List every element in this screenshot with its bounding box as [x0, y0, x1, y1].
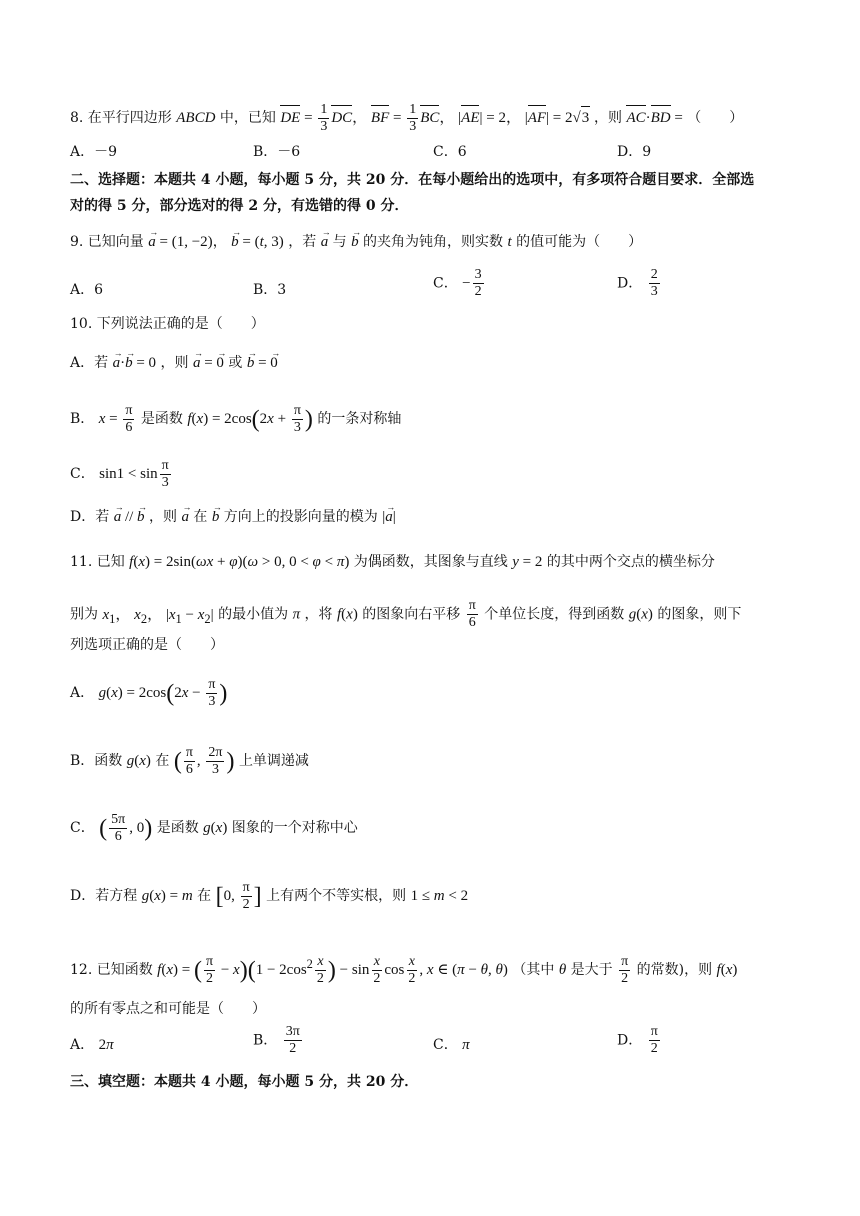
q11-l2d: 的图象向右平移: [362, 606, 461, 623]
q9-b: ，若: [288, 234, 317, 250]
q10-b-label: B．: [70, 410, 95, 427]
q10-b-end: 的一条对称轴: [317, 410, 402, 427]
question-11-stem: 11. 已知 f(x) = 2sin(ωx + φ)(ω > 0, 0 < φ < π) 为偶函数，其图象与直线 y = 2 的其中两个交点的横坐标分: [70, 554, 715, 570]
q11-l2a: 别为: [70, 606, 98, 623]
q11-d-mid: 在: [197, 887, 212, 904]
question-12-stem: 12. 已知函数 f(x) = ( $\frac{\pi}{2}$ − $x)(1 - 2\cos^2$ $\frac{x}{2}$ ) − sin $\frac{x}{2}$ cos $\frac{x}{2}$ , x ∈ (π − θ, θ) （其中 θ 是大于 $\frac{\pi}{2}$ 的常数)，则 f(x): [70, 953, 738, 987]
q9-a: 9. 已知向量: [70, 234, 144, 250]
question-9-stem: 9. 已知向量 a → = (1, −2)， b → = (t, 3) ，若 a → 与 b → 的夹角为钝角，则实数 t 的值可能为（ ）: [70, 231, 642, 253]
q10-d-mid: ，则: [148, 509, 177, 525]
q10-a-label: A．若: [70, 355, 109, 371]
q11-option-b: B．函数 g(x) 在 ( $\frac{\pi}{6}$ , $\frac{2\pi}{3}$ ) 上单调递减: [70, 745, 309, 777]
q8-option-c: C．6: [433, 144, 467, 160]
q11-option-c: C． ( $\frac{5\pi}{6}$ , 0) 是函数 g(x) 图象的一个对称中心: [70, 812, 358, 844]
q9-c-label: C．: [433, 275, 458, 292]
q9-option-a: A．6: [70, 282, 104, 298]
q12-d-label: D．: [617, 1032, 643, 1049]
q11-c-end: 是函数: [156, 819, 199, 836]
q8-option-b: B．－6: [253, 144, 301, 160]
q8-prefix: 8. 在平行四边形: [70, 109, 172, 126]
q11-d-label: D．若方程: [70, 887, 138, 904]
q12-line2-text: 的所有零点之和可能是（ ）: [70, 1001, 266, 1017]
q12-c-label: C．: [433, 1037, 458, 1053]
q11-option-d: D．若方程 g(x) = m 在 [0, $\frac{\pi}{2}$ ] 上有两个不等实根，则 1 ≤ m < 2: [70, 880, 469, 912]
question-11-line3: 列选项正确的是（ ）: [70, 637, 224, 653]
q11-a-label: A．: [70, 684, 95, 701]
q12-option-b: B． $\frac{3\pi}{2}$: [253, 1024, 300, 1056]
section-2-heading-line2: 对的得 5 分，部分选对的得 2 分，有选错的得 0 分．: [70, 198, 409, 214]
q8-formula: DE = $\frac{1}{3}$ DC， BF = $\frac{1}{3}$ BC， |AE| = 2， |AF| = 2√3: [280, 102, 590, 134]
q11-b: 为偶函数，其图象与直线: [353, 554, 508, 570]
q12-a-label: A．: [70, 1037, 95, 1053]
q12-b: （其中: [512, 962, 555, 978]
section-3-heading: 三、填空题：本题共 4 小题，每小题 5 分，共 20 分．: [70, 1074, 419, 1090]
q10-option-d: D．若 a → // b → ，则 a → 在 b → 方向上的投影向量的模为 |a →|: [70, 506, 396, 528]
question-10-stem: 10. 下列说法正确的是（ ）: [70, 316, 265, 332]
q12-b-label: B．: [253, 1032, 278, 1049]
section-2-heading-line1: 二、选择题：本题共 4 小题，每小题 5 分，共 20 分．在每小题给出的选项中，有多项符合题目要求．全部选: [70, 172, 755, 188]
q12-a: 12. 已知函数: [70, 962, 153, 978]
q11-c-label: C．: [70, 819, 95, 836]
q12-option-c: C． π: [433, 1037, 470, 1053]
q11-c-end2: 图象的一个对称中心: [231, 819, 358, 836]
q11-l2f: 的图象，则下: [657, 606, 742, 623]
q8-abcd: ABCD: [176, 109, 216, 126]
q9-c: 与: [332, 234, 347, 250]
q8-option-d: D．9: [617, 144, 652, 160]
question-12-line2: [70, 998, 266, 1020]
q11-option-a: A． g(x) = 2cos(2x − $\frac{\pi}{3}$ ): [70, 677, 228, 709]
q11-b-label: B．函数: [70, 752, 123, 769]
q10-a-or: 或: [228, 355, 243, 371]
q10-a-mid: ，则: [160, 355, 189, 371]
q9-d: 的夹角为钝角，则实数: [363, 234, 504, 250]
question-8-stem: 8. 在平行四边形 ABCD 中，已知 DE = $\frac{1}{3}$ DC， BF = $\frac{1}{3}$ BC， |AE| = 2， |AF| = 2√3 ，则 AC·BD = （ ）: [70, 102, 744, 134]
q11-l2e: 个单位长度，得到函数: [484, 606, 625, 623]
q10-option-a: A．若 a →·b → = 0 ，则 a → = 0 → 或 b → = 0 →: [70, 352, 278, 374]
q9-option-c: C． − $\frac{3}{2}$: [433, 267, 482, 299]
q11-d-mid2: 上有两个不等实根，则: [266, 887, 407, 904]
q10-option-b: B． x = $\frac{\pi}{6}$ 是函数 f(x) = 2cos(2x + $\frac{\pi}{3}$ ) 的一条对称轴: [70, 403, 402, 435]
q8-option-a: A．－9: [70, 144, 118, 160]
q12-option-d: D． $\frac{\pi}{2}$: [617, 1024, 658, 1056]
q8-end: ，则: [593, 109, 622, 126]
q12-option-a: A． 2π: [70, 1037, 114, 1053]
q10-d-label: D．若: [70, 509, 110, 525]
q9-option-d: D． $\frac{2}{3}$: [617, 267, 658, 299]
q11-b-mid: 在: [155, 752, 170, 769]
q9-e: 的值可能为（ ）: [516, 234, 643, 250]
q11-l2b: 的最小值为: [218, 606, 289, 623]
q12-c: 是大于: [570, 962, 613, 978]
q9-option-b: B．3: [253, 282, 287, 298]
q10-d-end: 方向上的投影向量的模为: [223, 509, 378, 525]
q11-l2c: ，将: [304, 606, 333, 623]
q10-c-label: C．: [70, 465, 95, 482]
question-11-line2: 别为 $x_1$， $x_2$， $|x_1 - x_2|$ 的最小值为 π ，将 f(x) 的图象向右平移 $\frac{\pi}{6}$ 个单位长度，得到函数 g(x) 的图象，则下: [70, 598, 742, 630]
q9-d-label: D．: [617, 275, 643, 292]
q10-option-c: C． sin1 < sin $\frac{\pi}{3}$: [70, 458, 169, 490]
q11-a: 11. 已知: [70, 554, 125, 570]
q11-b-end: 上单调递减: [238, 752, 309, 769]
q12-d: 的常数)，则: [636, 962, 713, 978]
q8-blank: （ ）: [687, 109, 744, 126]
q10-b-mid: 是函数: [140, 410, 183, 427]
q11-c: 的其中两个交点的横坐标分: [546, 554, 715, 570]
q10-d-mid2: 在: [193, 509, 208, 525]
q8-mid: 中，已知: [219, 109, 276, 126]
